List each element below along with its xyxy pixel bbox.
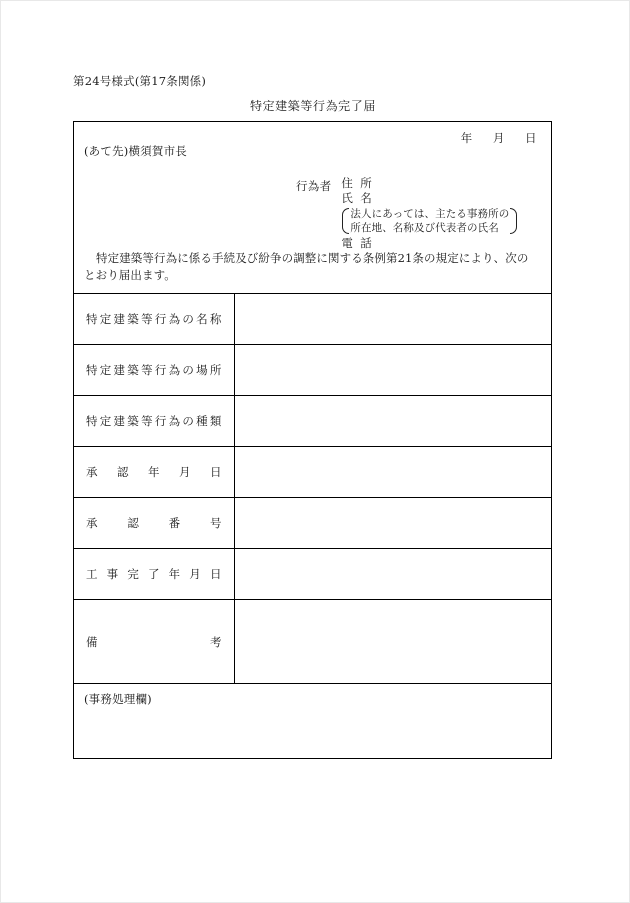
addressee-label: (あて先)横須賀市長 (84, 144, 187, 158)
row-value-completion-date[interactable] (234, 549, 551, 600)
applicant-address-label-2: 所 (360, 176, 373, 190)
table-row (74, 447, 551, 498)
table-row (74, 498, 551, 549)
table-row (74, 549, 551, 600)
row-label-approval-date-text: 承 認 年 月 日 (86, 465, 222, 479)
row-label-approval-date (74, 447, 234, 498)
row-value-name[interactable] (234, 294, 551, 345)
row-label-remarks-text: 備 考 (86, 634, 222, 649)
bracket-left-icon (341, 207, 350, 235)
corporate-note-line-1: 法人にあっては、主たる事務所の (350, 208, 510, 220)
table-row (74, 294, 551, 345)
page-title: 特定建築等行為完了届 (249, 99, 376, 113)
applicant-fields (341, 176, 518, 251)
applicant-phone-label-1: 電 (341, 236, 354, 250)
table-row (74, 345, 551, 396)
header-block (74, 122, 551, 293)
row-label-type-text: 特 定 建 築 等 行 為 の 種 類 (86, 414, 222, 428)
office-use-section[interactable] (74, 683, 551, 758)
table-row (74, 396, 551, 447)
form-table-body (74, 294, 551, 684)
row-value-type[interactable] (234, 396, 551, 447)
row-label-name-text: 特 定 建 築 等 行 為 の 名 称 (86, 312, 222, 326)
row-label-approval-number-text: 承 認 番 号 (86, 516, 222, 530)
row-label-location-text: 特 定 建 築 等 行 為 の 場 所 (86, 363, 222, 377)
row-value-approval-date[interactable] (234, 447, 551, 498)
table-row (74, 600, 551, 684)
applicant-phone-label-2: 話 (360, 236, 373, 250)
date-year-label: 年 (460, 131, 473, 145)
date-line (461, 130, 537, 146)
row-label-name (74, 294, 234, 345)
corporate-note-text (350, 207, 509, 235)
form-table (74, 293, 551, 683)
office-use-label: (事務処理欄) (84, 692, 152, 706)
row-label-type (74, 396, 234, 447)
row-label-completion-date-text: 工 事 完 了 年 月 日 (86, 567, 222, 581)
applicant-label: 行為者 (296, 179, 332, 193)
row-value-location[interactable] (234, 345, 551, 396)
date-month-label: 月 (492, 131, 505, 145)
applicant-name-label-1: 氏 (341, 191, 354, 205)
applicant-name-row (341, 191, 518, 206)
form-frame (73, 121, 552, 759)
form-number: 第24号様式(第17条関係) (73, 74, 207, 88)
corporate-note (341, 207, 518, 235)
applicant-name-label-2: 名 (360, 191, 373, 205)
applicant-phone-row (341, 236, 518, 251)
corporate-note-line-2: 所在地、名称及び代表者の氏名 (350, 222, 499, 234)
row-label-remarks (74, 600, 234, 684)
row-label-completion-date (74, 549, 234, 600)
row-label-approval-number (74, 498, 234, 549)
row-label-location (74, 345, 234, 396)
statement-text: 特定建築等行為に係る手続及び紛争の調整に関する条例第21条の規定により、次のとおり届出ます。 (84, 251, 529, 282)
row-value-remarks[interactable] (234, 600, 551, 684)
bracket-right-icon (509, 207, 518, 235)
applicant-address-label-1: 住 (341, 176, 354, 190)
applicant-block (296, 176, 518, 251)
date-day-label: 日 (525, 131, 537, 145)
applicant-address-row (341, 176, 518, 191)
row-value-approval-number[interactable] (234, 498, 551, 549)
